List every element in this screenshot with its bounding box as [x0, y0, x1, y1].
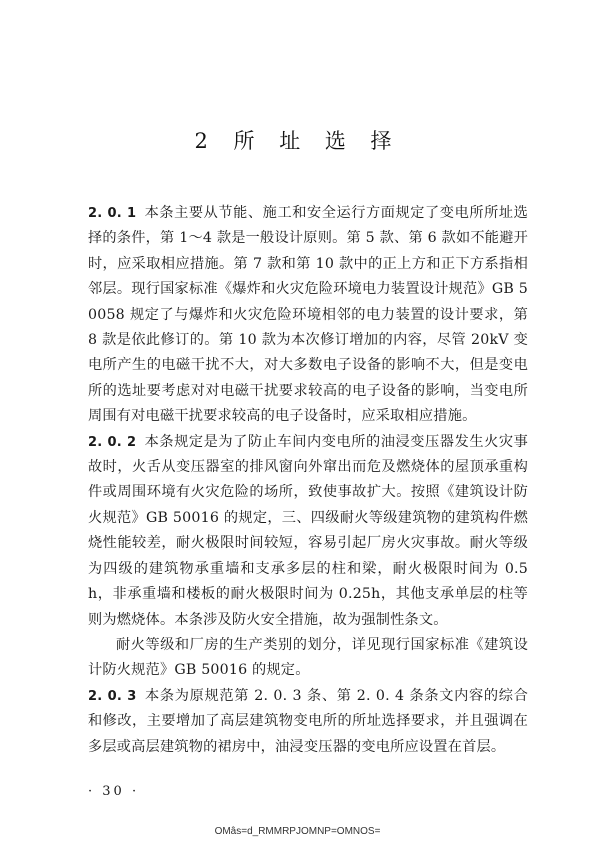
clause-text: 本条主要从节能、施工和安全运行方面规定了变电所所址选择的条件，第 1～4 款是一般设计原则。第 5 款、第 6 款如不能避开时，应采取相应措施。第 7 款和第 10 款中的正上方和正下方系指相邻层。现行国家标准《爆炸和火灾危险环境电力装置设计规范》GB 50058 规定了与爆炸和火灾危险环境相邻的电力装置的设计要求，第 8 款是依此修订的。第 10 款为本次修订增加的内容，尽管 20kV 变电所产生的电磁干扰不大，对大多数电子设备的影响不大，但是变电所的选址要考虑对对电磁干扰要求较高的电子设备的影响，当变电所周围有对电磁干扰要求较高的电子设备时，应采取相应措施。 [88, 205, 529, 425]
clause-number: 2. 0. 3 [88, 688, 137, 704]
body-text [88, 201, 528, 760]
clause-number: 2. 0. 1 [88, 206, 137, 221]
clause-text: 耐火等级和厂房的生产类别的划分，详见现行国家标准《建筑设计防火规范》GB 50016 的规定。 [88, 636, 528, 679]
clause-2-0-1 [88, 201, 528, 430]
page-number: · 30 · [88, 784, 140, 799]
clause-2-0-2-note [88, 633, 528, 684]
clause-text: 本条为原规范第 2. 0. 3 条、第 2. 0. 4 条条文内容的综合和修改，主要增加了高层建筑物变电所的所址选择要求，并且强调在多层或高层建筑物的裙房中，油浸变压器的变电所应设置在首层。 [88, 687, 529, 755]
clause-text: 本条规定是为了防止车间内变电所的油浸变压器发生火灾事故时，火舌从变压器室的排风窗向外窜出而危及燃烧体的屋顶承重构件或周围环境有火灾危险的场所，致使事故扩大。按照《建筑设计防火规范》GB 50016 的规定，三、四级耐火等级建筑物的建筑构件燃烧性能较差，耐火极限时间较短，容易引起厂房火灾事故。耐火等级为四级的建筑物承重墙和支承多层的柱和梁，耐火极限时间为 0.5h，非承重墙和楼板的耐火极限时间为 0.25h，其他支承单层的柱等则为燃烧体。本条涉及防火安全措施，故为强制性条文。 [88, 433, 529, 628]
chapter-number: 2 [194, 129, 208, 153]
chapter-heading: 所 址 选 择 [233, 129, 401, 153]
clause-2-0-2 [88, 430, 528, 633]
clause-2-0-3 [88, 684, 528, 760]
chapter-title [0, 128, 595, 154]
scan-footer-code: OMâs=d_RMMRPJOMNP=OMNOS= [214, 826, 381, 837]
clause-number: 2. 0. 2 [88, 434, 137, 450]
